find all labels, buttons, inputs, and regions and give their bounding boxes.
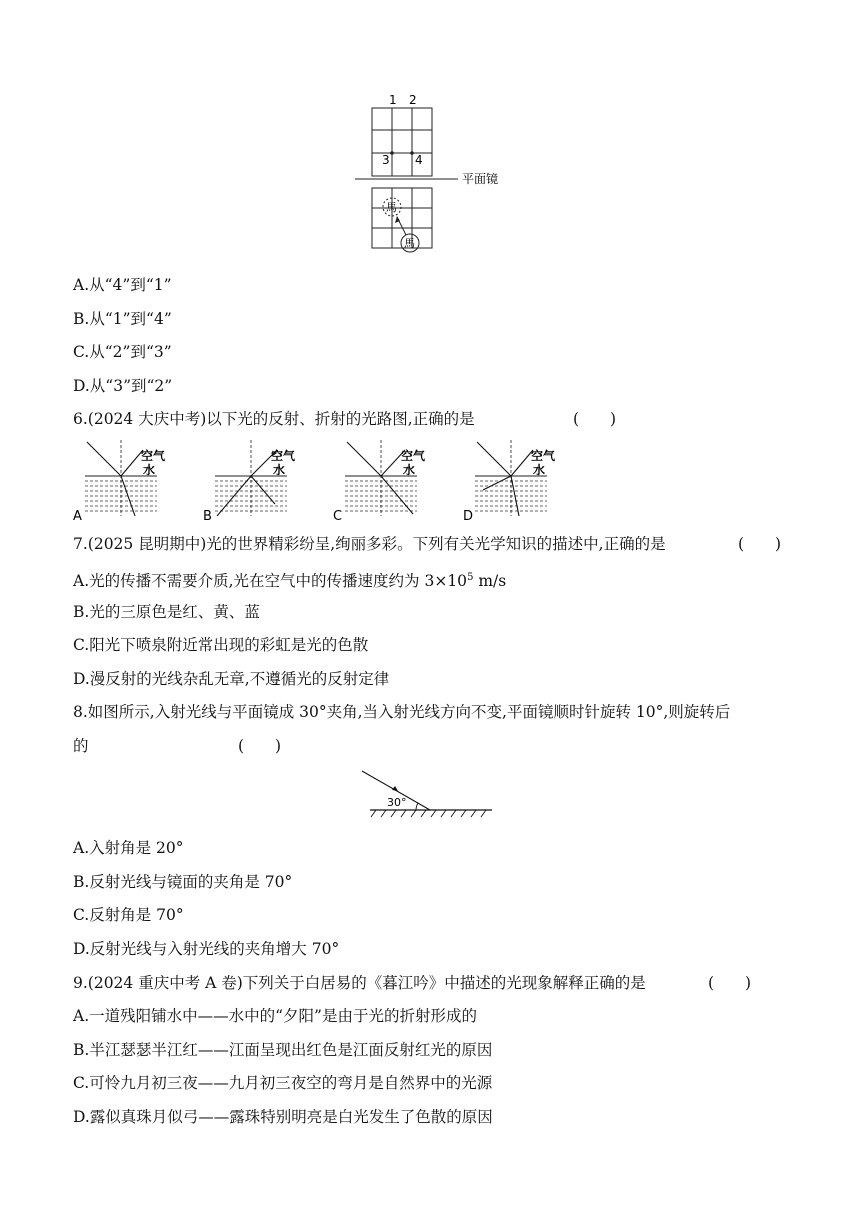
q8-bracket: ( )	[238, 737, 282, 755]
svg-text:空气: 空气	[141, 449, 166, 463]
q8-stem-line1: 8.如图所示,入射光线与平面镜成 30°夹角,当入射光线方向不变,平面镜顺时针旋转 10°,则旋转后	[73, 703, 731, 721]
q7-option-d: D.漫反射的光线杂乱无章,不遵循光的反射定律	[73, 670, 390, 688]
piece-image: 馬	[386, 201, 397, 214]
q6-bracket: ( )	[573, 410, 617, 428]
mirror-grid-figure	[350, 90, 520, 260]
q6-option-letter-b: B	[203, 509, 212, 524]
svg-text:空气: 空气	[531, 449, 556, 463]
svg-text:空气: 空气	[271, 449, 296, 463]
q7-option-c: C.阳光下喷泉附近常出现的彩虹是光的色散	[73, 636, 369, 654]
q8-option-b: B.反射光线与镜面的夹角是 70°	[73, 873, 293, 891]
q9-option-a: A.一道残阳铺水中——水中的“夕阳”是由于光的折射形成的	[73, 1007, 477, 1025]
q5-option-a: A.从“4”到“1”	[73, 276, 172, 294]
svg-text:水: 水	[533, 463, 546, 477]
q6-option-letter-c: C	[333, 509, 343, 524]
q8-mirror-diagram	[360, 765, 500, 820]
grid-label-4: 4	[415, 153, 423, 167]
q6-option-letter-a: A	[73, 509, 82, 524]
svg-text:水: 水	[403, 463, 416, 477]
q5-option-b: B.从“1”到“4”	[73, 310, 172, 328]
q6-option-letter-d: D	[463, 509, 474, 524]
q9-stem: 9.(2024 重庆中考 A 卷)下列关于白居易的《暮江吟》中描述的光现象解释正确的是	[73, 974, 646, 992]
q5-option-c: C.从“2”到“3”	[73, 343, 172, 361]
q8-angle-label: 30°	[387, 796, 407, 809]
svg-text:空气: 空气	[401, 449, 426, 463]
q9-option-c: C.可怜九月初三夜——九月初三夜空的弯月是自然界中的光源	[73, 1074, 493, 1092]
q9-option-d: D.露似真珠月似弓——露珠特别明亮是白光发生了色散的原因	[73, 1108, 493, 1126]
grid-label-3: 3	[382, 153, 390, 167]
q6-diagrams	[73, 436, 563, 524]
svg-text:水: 水	[273, 463, 286, 477]
q6-stem: 6.(2024 大庆中考)以下光的反射、折射的光路图,正确的是	[73, 410, 475, 428]
q7-stem: 7.(2025 昆明期中)光的世界精彩纷呈,绚丽多彩。下列有关光学知识的描述中,正确的是	[73, 535, 666, 553]
q7-option-a: A.光的传播不需要介质,光在空气中的传播速度约为 $3\times 10^5$ m/s	[73, 572, 507, 591]
q5-option-d: D.从“3”到“2”	[73, 377, 173, 395]
grid-label-2: 2	[409, 93, 417, 107]
q8-option-a: A.入射角是 20°	[73, 839, 184, 857]
q9-bracket: ( )	[708, 974, 752, 992]
q7-option-b: B.光的三原色是红、黄、蓝	[73, 603, 260, 621]
svg-text:水: 水	[143, 463, 156, 477]
piece-real: 馬	[404, 237, 415, 250]
q8-stem-line2: 的	[73, 737, 89, 755]
mirror-label: 平面镜	[462, 172, 499, 186]
q8-option-d: D.反射光线与入射光线的夹角增大 70°	[73, 940, 340, 958]
q7-bracket: ( )	[738, 535, 782, 553]
q9-option-b: B.半江瑟瑟半江红——江面呈现出红色是江面反射红光的原因	[73, 1041, 493, 1059]
q8-option-c: C.反射角是 70°	[73, 906, 184, 924]
grid-label-1: 1	[389, 93, 397, 107]
